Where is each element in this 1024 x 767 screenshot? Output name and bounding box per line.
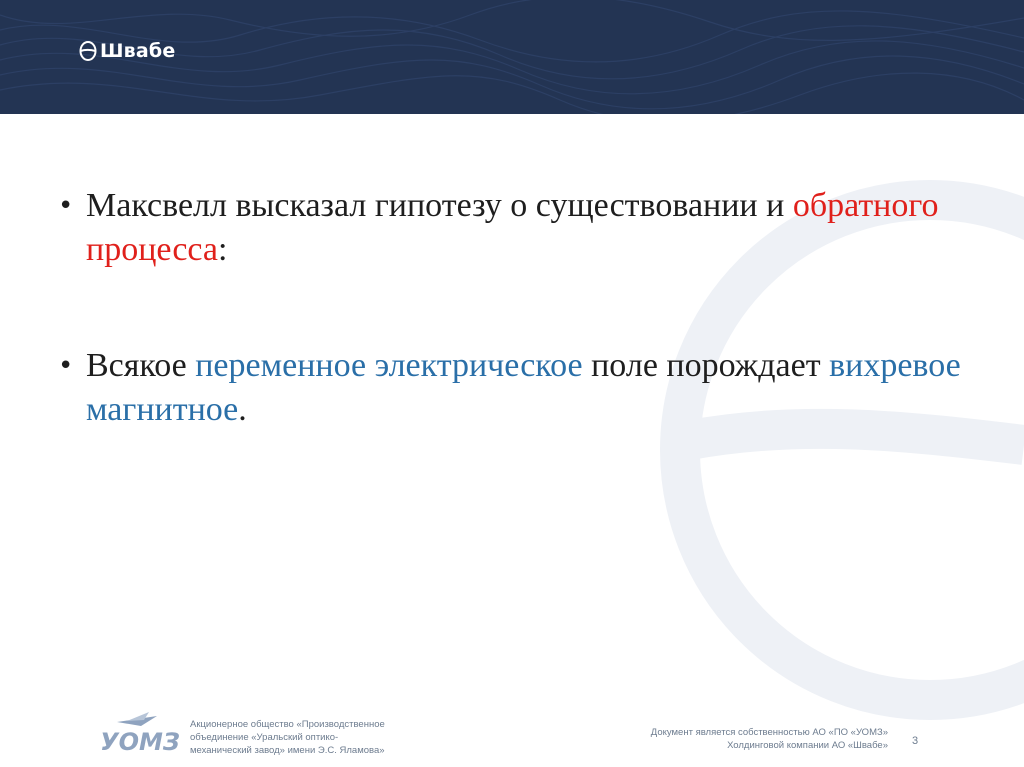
uomz-logo-text: УОМЗ bbox=[100, 728, 180, 756]
footer-company-line: Акционерное общество «Производственное bbox=[190, 719, 385, 730]
shvabe-logo-icon bbox=[78, 40, 98, 62]
footer-owner-line: Документ является собственностью АО «ПО «УОМЗ» bbox=[650, 727, 888, 738]
page-number: 3 bbox=[912, 735, 919, 747]
bullet-item bbox=[58, 344, 978, 432]
header-band bbox=[0, 0, 1024, 114]
bullet-text-segment: : bbox=[218, 231, 228, 268]
footer-company-info bbox=[190, 718, 420, 757]
bullet-text bbox=[86, 347, 961, 428]
bullet-text-segment: . bbox=[238, 391, 247, 428]
footer-company-line: механический завод» имени Э.С. Яламова» bbox=[190, 745, 385, 756]
bullet-item bbox=[58, 184, 978, 272]
highlight-blue-text: переменное электрическое bbox=[195, 347, 583, 384]
footer-company-line: объединение «Уральский оптико- bbox=[190, 732, 339, 743]
brand-name: Швабе bbox=[100, 40, 176, 62]
bullet-dot: • bbox=[58, 351, 74, 381]
uomz-logo-icon bbox=[97, 712, 183, 756]
brand-logo bbox=[78, 40, 175, 62]
slide-content bbox=[58, 184, 978, 432]
footer-owner-line: Холдинговой компании АО «Швабе» bbox=[727, 740, 888, 751]
highlight-blue-text: вихревое магнитное bbox=[86, 347, 961, 428]
highlight-red-text: обратного процесса bbox=[86, 187, 939, 268]
bullet-text-segment: Всякое bbox=[86, 347, 196, 384]
bullet-dot: • bbox=[58, 191, 74, 221]
bullet-text-segment: Максвелл высказал гипотезу о существовании и bbox=[86, 187, 793, 224]
bullet-text-segment: поле порождает bbox=[582, 347, 830, 384]
footer-ownership-notice bbox=[651, 726, 888, 752]
bullet-text bbox=[86, 187, 938, 268]
